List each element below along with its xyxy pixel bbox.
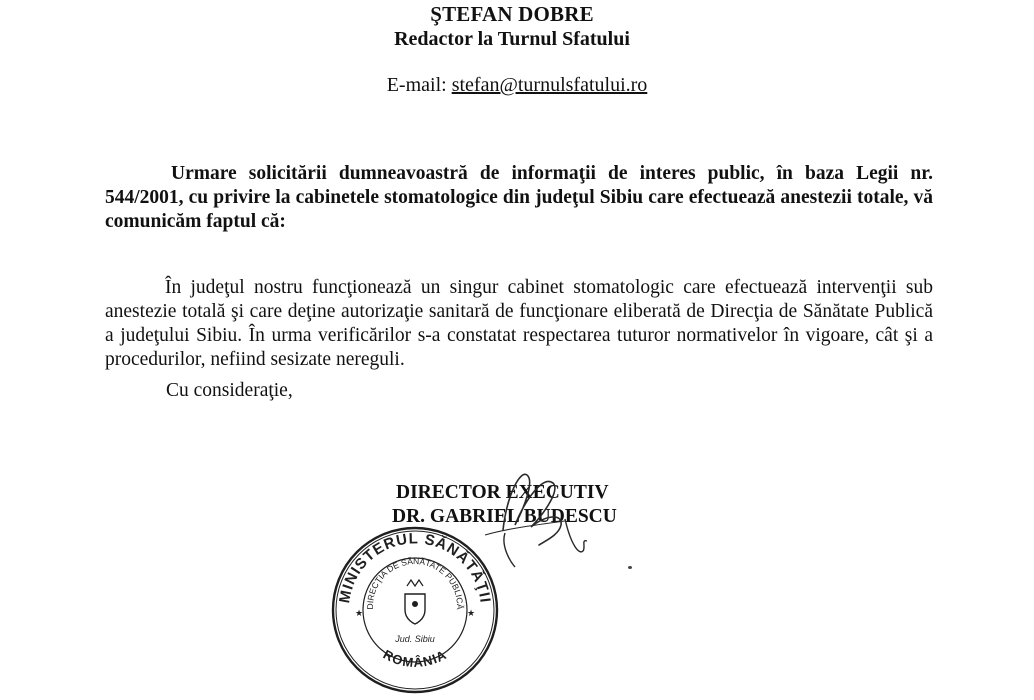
email-link[interactable]: stefan@turnulsfatului.ro (451, 74, 648, 96)
star-icon: ★ (355, 608, 364, 618)
stamp-inner-text: DIRECŢIA DE SĂNĂTATE PUBLICĂ (364, 556, 466, 610)
signatory-name: DR. GABRIEL BUDESCU (392, 506, 617, 527)
stamp-county-text: Jud. Sibiu (395, 634, 435, 644)
email-line (0, 74, 1034, 97)
stamp-outer-text: MINISTERUL SĂNĂTĂŢII (336, 530, 494, 605)
stamp-country-text: ROMÂNIA (380, 646, 450, 671)
body-paragraph: În judeţul nostru funcţionează un singur cabinet stomatologic care efectuează intervenţii sub anestezie totală şi care deţine autorizaţie sanitară de funcţionare eliberată de Direcţia de Sănătate Publică a judeţului Sibiu. În urma verificărilor s-a constatat respectarea tuturor normativelor în vigoare, cât şi a procedurilor, nefiind sesizate nereguli. (105, 277, 933, 370)
signatory-title: DIRECTOR EXECUTIV (396, 482, 609, 503)
recipient-name: ŞTEFAN DOBRE (430, 2, 594, 26)
coat-of-arms-icon (405, 580, 425, 624)
star-icon: ★ (467, 608, 476, 618)
scan-speck (628, 566, 632, 569)
recipient-role: Redactor la Turnul Sfatului (394, 28, 630, 50)
closing-line: Cu consideraţie, (166, 380, 293, 401)
official-stamp (325, 520, 505, 700)
intro-paragraph: Urmare solicitării dumneavoastră de informaţii de interes public, în baza Legii nr. 544/2001, cu privire la cabinetele stomatologice din judeţul Sibiu care efectuează anestezii totale, vă comunicăm faptul că: (105, 163, 933, 232)
svg-text:ROMÂNIA (381, 647, 450, 670)
email-label: E-mail: (386, 74, 452, 96)
